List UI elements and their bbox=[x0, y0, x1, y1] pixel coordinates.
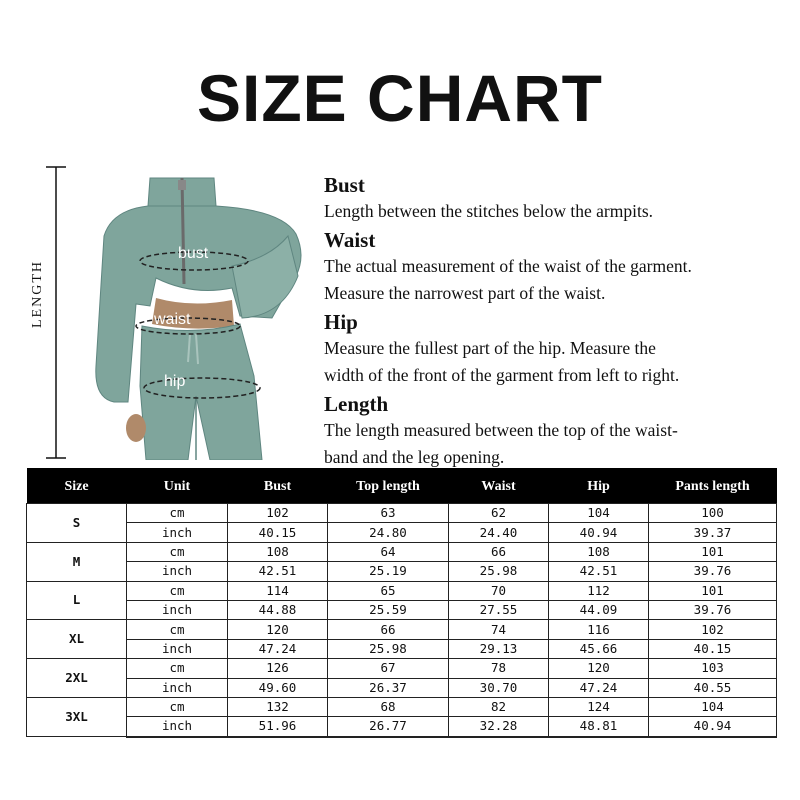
value-cell: 102 bbox=[649, 620, 777, 639]
waist-heading: Waist bbox=[324, 228, 376, 252]
value-cell: 30.70 bbox=[449, 678, 549, 697]
value-cell: 78 bbox=[449, 659, 549, 678]
unit-cell: cm bbox=[127, 659, 228, 678]
bust-description: Length between the stitches below the armpits. bbox=[324, 201, 654, 221]
table-row bbox=[27, 542, 777, 561]
value-cell: 29.13 bbox=[449, 639, 549, 658]
measurement-definitions bbox=[324, 172, 794, 473]
value-cell: 24.40 bbox=[449, 523, 549, 542]
table-row bbox=[27, 620, 777, 639]
value-cell: 102 bbox=[228, 504, 328, 523]
page-title: SIZE CHART bbox=[197, 61, 603, 135]
value-cell: 39.76 bbox=[649, 600, 777, 619]
unit-cell: inch bbox=[127, 678, 228, 697]
value-cell: 32.28 bbox=[449, 717, 549, 737]
table-row bbox=[27, 659, 777, 678]
table-row bbox=[27, 639, 777, 658]
size-cell: 3XL bbox=[27, 697, 127, 736]
hip-label: hip bbox=[164, 373, 186, 390]
length-heading: Length bbox=[324, 392, 389, 416]
unit-cell: cm bbox=[127, 542, 228, 561]
unit-cell: inch bbox=[127, 639, 228, 658]
table-row bbox=[27, 581, 777, 600]
size-cell: L bbox=[27, 581, 127, 620]
unit-cell: cm bbox=[127, 504, 228, 523]
header-hip: Hip bbox=[549, 469, 649, 504]
value-cell: 120 bbox=[549, 659, 649, 678]
value-cell: 100 bbox=[649, 504, 777, 523]
header-size: Size bbox=[27, 469, 127, 504]
value-cell: 108 bbox=[228, 542, 328, 561]
value-cell: 67 bbox=[328, 659, 449, 678]
table-row bbox=[27, 523, 777, 542]
value-cell: 39.37 bbox=[649, 523, 777, 542]
length-label: LENGTH bbox=[30, 260, 45, 328]
length-description: The length measured between the top of the waist- band and the leg opening. bbox=[324, 420, 678, 467]
size-cell: M bbox=[27, 542, 127, 581]
unit-cell: inch bbox=[127, 562, 228, 581]
value-cell: 120 bbox=[228, 620, 328, 639]
value-cell: 62 bbox=[449, 504, 549, 523]
hip-description: Measure the fullest part of the hip. Measure the width of the front of the garment from left to right. bbox=[324, 338, 680, 385]
header-pants-length: Pants length bbox=[649, 469, 777, 504]
value-cell: 47.24 bbox=[228, 639, 328, 658]
value-cell: 103 bbox=[649, 659, 777, 678]
header-top-length: Top length bbox=[328, 469, 449, 504]
model-illustration bbox=[92, 166, 310, 460]
value-cell: 114 bbox=[228, 581, 328, 600]
value-cell: 26.37 bbox=[328, 678, 449, 697]
value-cell: 40.15 bbox=[649, 639, 777, 658]
size-table bbox=[26, 468, 777, 738]
table-header-row bbox=[27, 469, 777, 504]
value-cell: 126 bbox=[228, 659, 328, 678]
waist-label: waist bbox=[154, 311, 191, 328]
value-cell: 25.59 bbox=[328, 600, 449, 619]
size-cell: 2XL bbox=[27, 659, 127, 698]
value-cell: 108 bbox=[549, 542, 649, 561]
value-cell: 112 bbox=[549, 581, 649, 600]
value-cell: 63 bbox=[328, 504, 449, 523]
bust-label: bust bbox=[178, 245, 209, 262]
value-cell: 42.51 bbox=[228, 562, 328, 581]
value-cell: 47.24 bbox=[549, 678, 649, 697]
value-cell: 104 bbox=[549, 504, 649, 523]
value-cell: 65 bbox=[328, 581, 449, 600]
value-cell: 39.76 bbox=[649, 562, 777, 581]
value-cell: 25.19 bbox=[328, 562, 449, 581]
value-cell: 104 bbox=[649, 697, 777, 716]
waist-description: The actual measurement of the waist of the garment. Measure the narrowest part of the waist. bbox=[324, 256, 692, 303]
value-cell: 124 bbox=[549, 697, 649, 716]
table-row bbox=[27, 678, 777, 697]
value-cell: 132 bbox=[228, 697, 328, 716]
value-cell: 44.88 bbox=[228, 600, 328, 619]
value-cell: 40.94 bbox=[649, 717, 777, 737]
unit-cell: cm bbox=[127, 620, 228, 639]
value-cell: 51.96 bbox=[228, 717, 328, 737]
value-cell: 40.15 bbox=[228, 523, 328, 542]
header-bust: Bust bbox=[228, 469, 328, 504]
hip-heading: Hip bbox=[324, 310, 358, 334]
value-cell: 48.81 bbox=[549, 717, 649, 737]
value-cell: 25.98 bbox=[328, 639, 449, 658]
value-cell: 101 bbox=[649, 542, 777, 561]
value-cell: 27.55 bbox=[449, 600, 549, 619]
value-cell: 26.77 bbox=[328, 717, 449, 737]
bust-heading: Bust bbox=[324, 173, 365, 197]
unit-cell: inch bbox=[127, 523, 228, 542]
value-cell: 64 bbox=[328, 542, 449, 561]
value-cell: 82 bbox=[449, 697, 549, 716]
value-cell: 24.80 bbox=[328, 523, 449, 542]
value-cell: 25.98 bbox=[449, 562, 549, 581]
size-cell: XL bbox=[27, 620, 127, 659]
unit-cell: inch bbox=[127, 717, 228, 737]
table-row bbox=[27, 717, 777, 737]
value-cell: 42.51 bbox=[549, 562, 649, 581]
header-unit: Unit bbox=[127, 469, 228, 504]
value-cell: 101 bbox=[649, 581, 777, 600]
table-row bbox=[27, 504, 777, 523]
unit-cell: cm bbox=[127, 697, 228, 716]
unit-cell: cm bbox=[127, 581, 228, 600]
value-cell: 66 bbox=[449, 542, 549, 561]
value-cell: 49.60 bbox=[228, 678, 328, 697]
unit-cell: inch bbox=[127, 600, 228, 619]
value-cell: 40.55 bbox=[649, 678, 777, 697]
value-cell: 66 bbox=[328, 620, 449, 639]
value-cell: 44.09 bbox=[549, 600, 649, 619]
value-cell: 116 bbox=[549, 620, 649, 639]
table-row bbox=[27, 600, 777, 619]
value-cell: 74 bbox=[449, 620, 549, 639]
value-cell: 70 bbox=[449, 581, 549, 600]
header-waist: Waist bbox=[449, 469, 549, 504]
value-cell: 45.66 bbox=[549, 639, 649, 658]
size-cell: S bbox=[27, 504, 127, 543]
value-cell: 68 bbox=[328, 697, 449, 716]
value-cell: 40.94 bbox=[549, 523, 649, 542]
table-row bbox=[27, 697, 777, 716]
table-row bbox=[27, 562, 777, 581]
